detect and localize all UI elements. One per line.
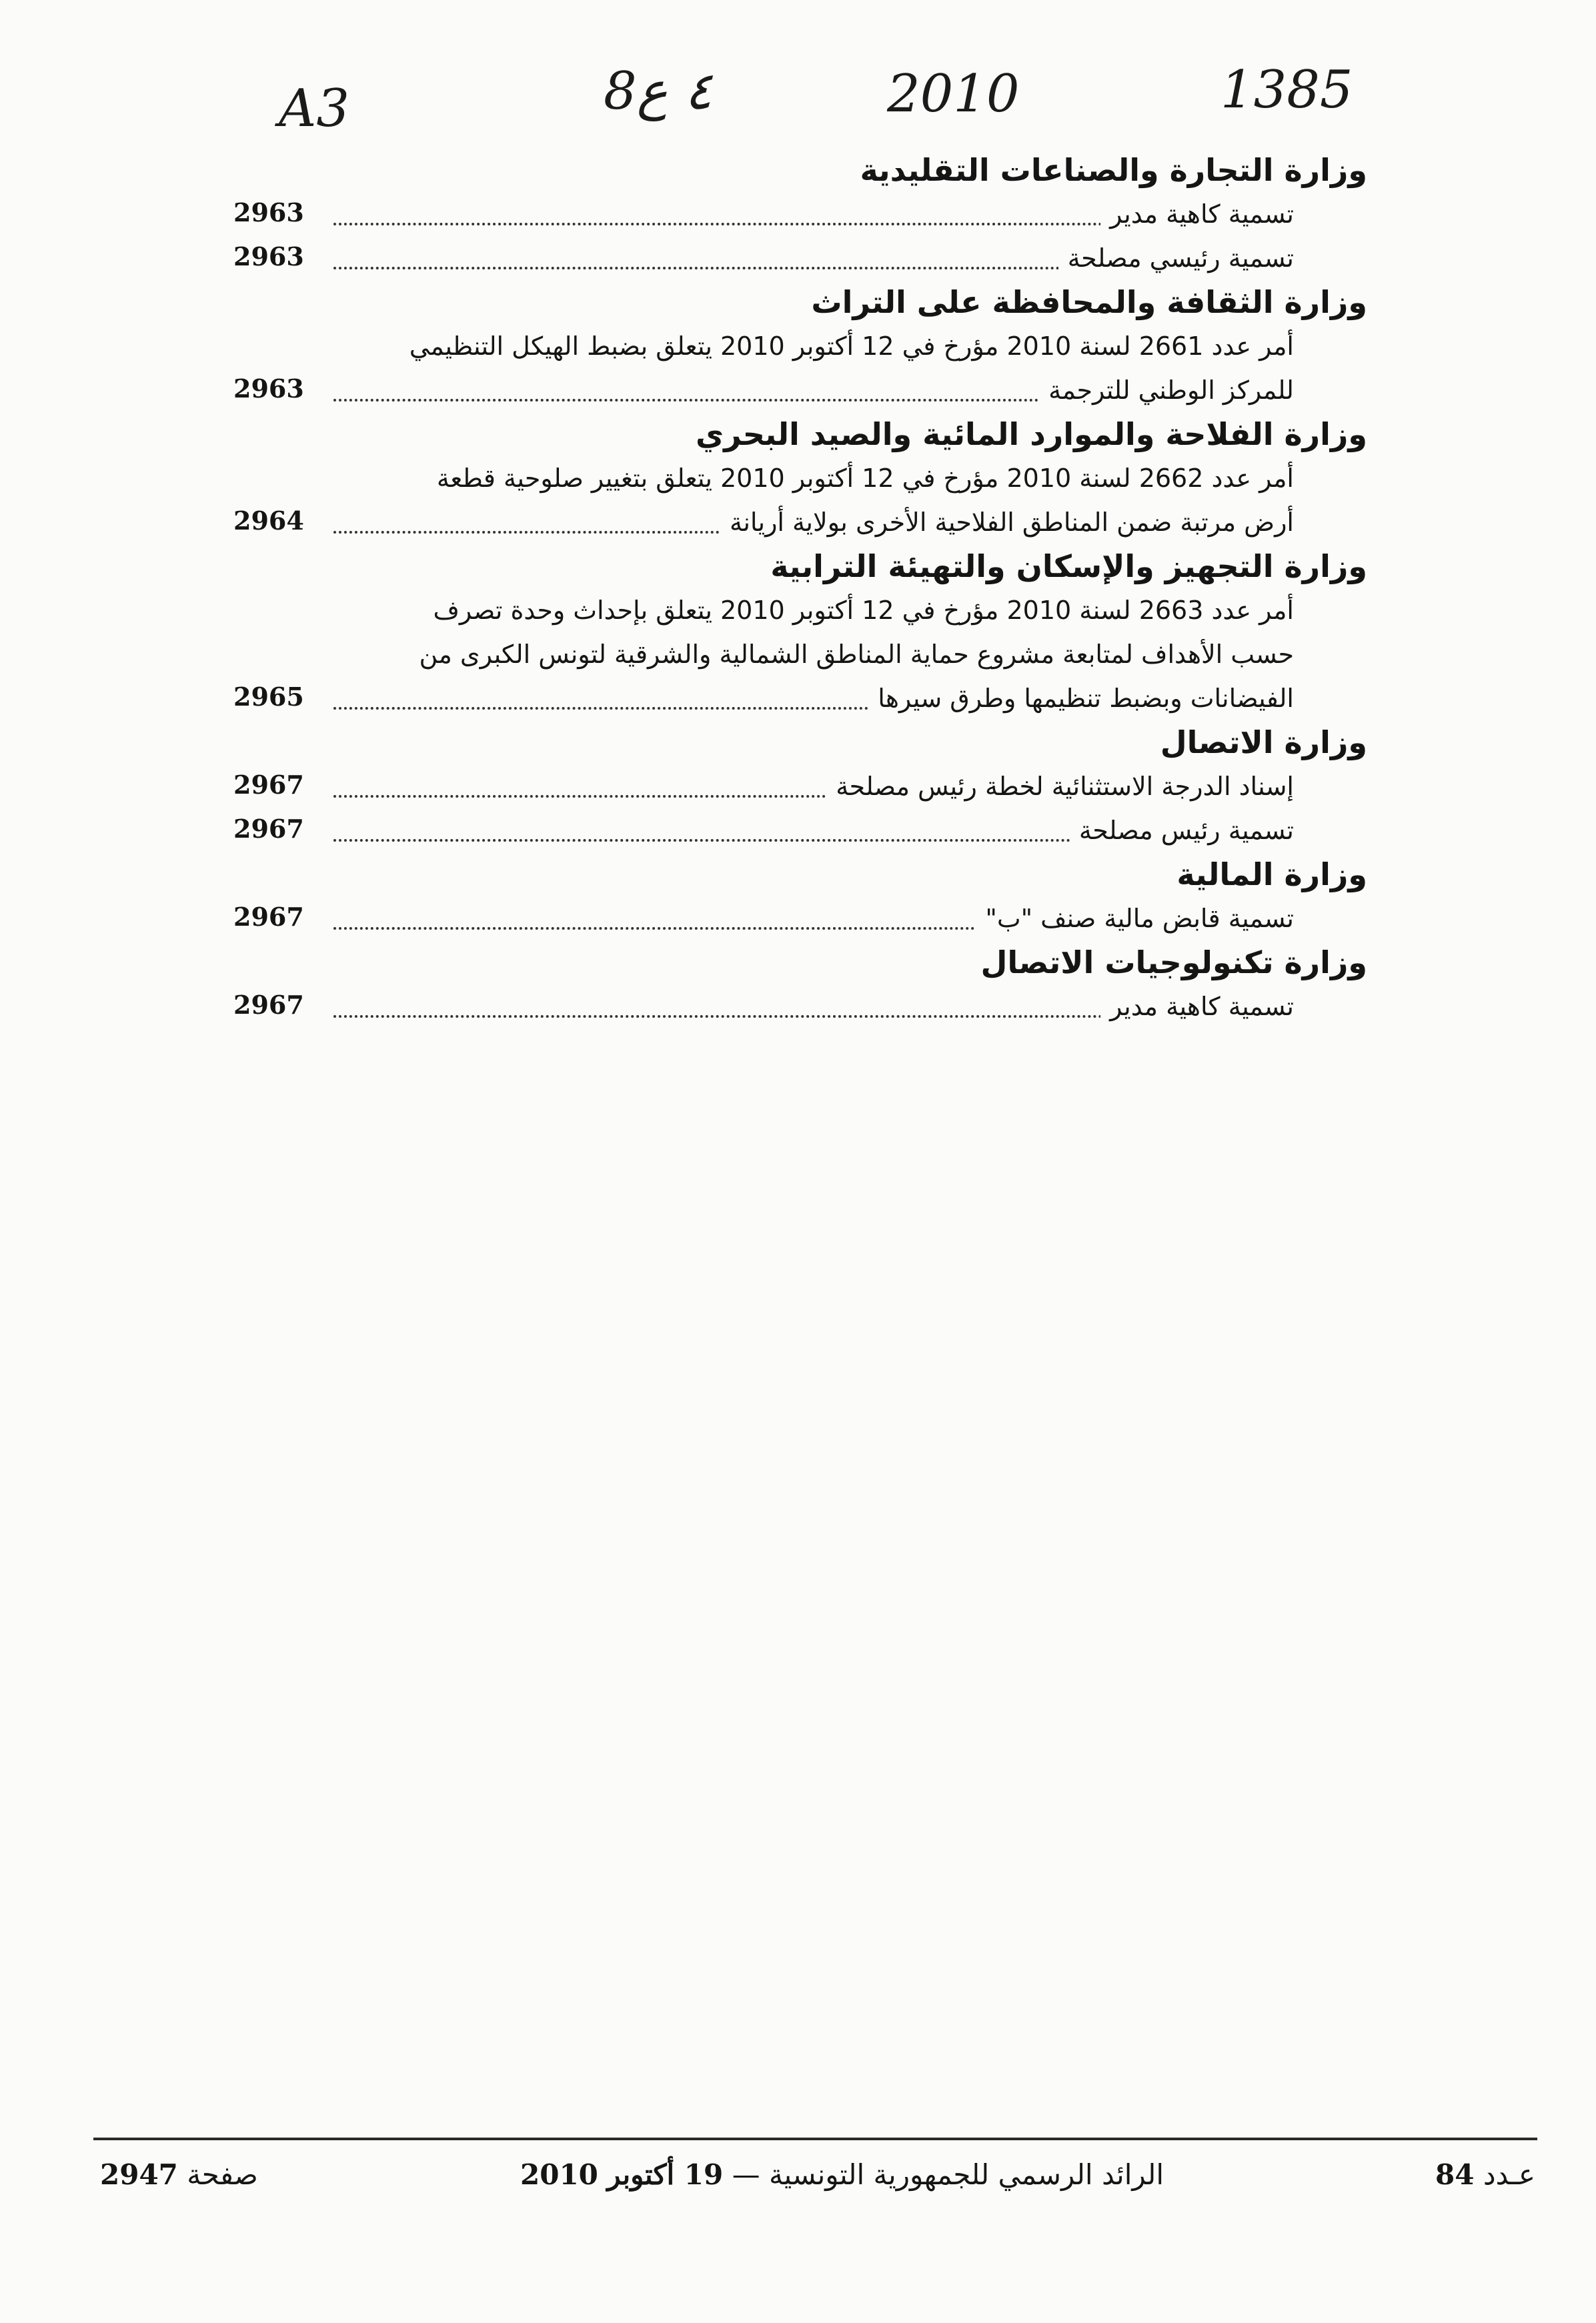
page-label: صفحة <box>187 2158 258 2191</box>
ministry-heading: وزارة التجهيز والإسكان والتهيئة الترابية <box>770 548 1367 584</box>
ministry-heading: وزارة التجارة والصناعات التقليدية <box>860 152 1367 188</box>
entry-text: حسب الأهداف لمتابعة مشروع حماية المناطق الشمالية والشرقية لتونس الكبرى من <box>419 640 1294 669</box>
toc-entry-line <box>233 632 1367 676</box>
entry-text: أمر عدد 2663 لسنة 2010 مؤرخ في 12 أكتوبر 2010 يتعلق بإحداث وحدة تصرف <box>433 596 1294 625</box>
page-reference: 2963 <box>233 373 304 404</box>
page-reference: 2967 <box>233 902 304 932</box>
entry-text: الفيضانات وبضبط تنظيمها وطرق سيرها <box>868 680 1294 716</box>
handwritten-note-number: 1385 <box>1221 60 1353 120</box>
footer-page <box>100 2158 258 2191</box>
issue-label: عـدد <box>1483 2158 1535 2191</box>
page-reference: 2964 <box>233 506 304 536</box>
footer-date-day-month: 19 أكتوبر <box>607 2158 724 2191</box>
handwritten-note-year: 2010 <box>887 64 1020 124</box>
entry-text: أمر عدد 2662 لسنة 2010 مؤرخ في 12 أكتوبر 2010 يتعلق بتغيير صلوحية قطعة <box>436 464 1294 493</box>
issue-number: 84 <box>1435 2158 1475 2191</box>
ministry-heading: وزارة تكنولوجيات الاتصال <box>980 944 1367 980</box>
toc-entry-line <box>233 808 1367 852</box>
footer-issue <box>1435 2158 1535 2191</box>
page-reference: 2967 <box>233 990 304 1020</box>
toc-entry-line <box>233 324 1367 368</box>
toc-entry-line <box>233 764 1367 808</box>
table-of-contents <box>233 148 1367 1028</box>
handwritten-note-issue: 8٤ ع <box>604 61 712 121</box>
page-reference: 2963 <box>233 197 304 227</box>
ministry-heading: وزارة المالية <box>1176 856 1367 892</box>
toc-entry-line <box>233 588 1367 632</box>
entry-text: إسناد الدرجة الاستثنائية لخطة رئيس مصلحة <box>826 768 1294 804</box>
ministry-heading: وزارة الاتصال <box>1160 724 1367 760</box>
entry-text: تسمية كاهية مدير <box>1100 196 1294 232</box>
entry-text: تسمية رئيسي مصلحة <box>1058 240 1294 276</box>
page-reference: 2965 <box>233 682 304 712</box>
entry-text: أرض مرتبة ضمن المناطق الفلاحية الأخرى بولاية أريانة <box>720 504 1294 540</box>
footer-date-year: 2010 <box>520 2158 598 2191</box>
toc-entry-line <box>233 456 1367 500</box>
toc-entry-line <box>233 984 1367 1028</box>
toc-entry-line <box>233 676 1367 720</box>
entry-text: للمركز الوطني للترجمة <box>1039 372 1294 408</box>
journal-title: الرائد الرسمي للجمهورية التونسية — <box>732 2158 1164 2191</box>
toc-entry-line <box>233 368 1367 412</box>
entry-text: تسمية قابض مالية صنف "ب" <box>976 900 1294 936</box>
handwritten-note-a3: A3 <box>279 79 349 139</box>
page-reference: 2967 <box>233 814 304 844</box>
page-number: 2947 <box>100 2158 178 2191</box>
toc-entry-line <box>233 500 1367 544</box>
entry-text: أمر عدد 2661 لسنة 2010 مؤرخ في 12 أكتوبر 2010 يتعلق بضبط الهيكل التنظيمي <box>409 331 1294 361</box>
ministry-heading: وزارة الثقافة والمحافظة على التراث <box>811 284 1367 320</box>
entry-text: تسمية كاهية مدير <box>1100 988 1294 1024</box>
toc-entry-line <box>233 896 1367 940</box>
page-reference: 2967 <box>233 770 304 800</box>
toc-entry-line <box>233 192 1367 236</box>
footer-divider <box>93 2138 1537 2140</box>
entry-text: تسمية رئيس مصلحة <box>1070 812 1294 848</box>
footer-journal <box>520 2158 1164 2191</box>
ministry-heading: وزارة الفلاحة والموارد المائية والصيد البحري <box>696 416 1367 452</box>
toc-entry-line <box>233 236 1367 280</box>
page-reference: 2963 <box>233 241 304 271</box>
